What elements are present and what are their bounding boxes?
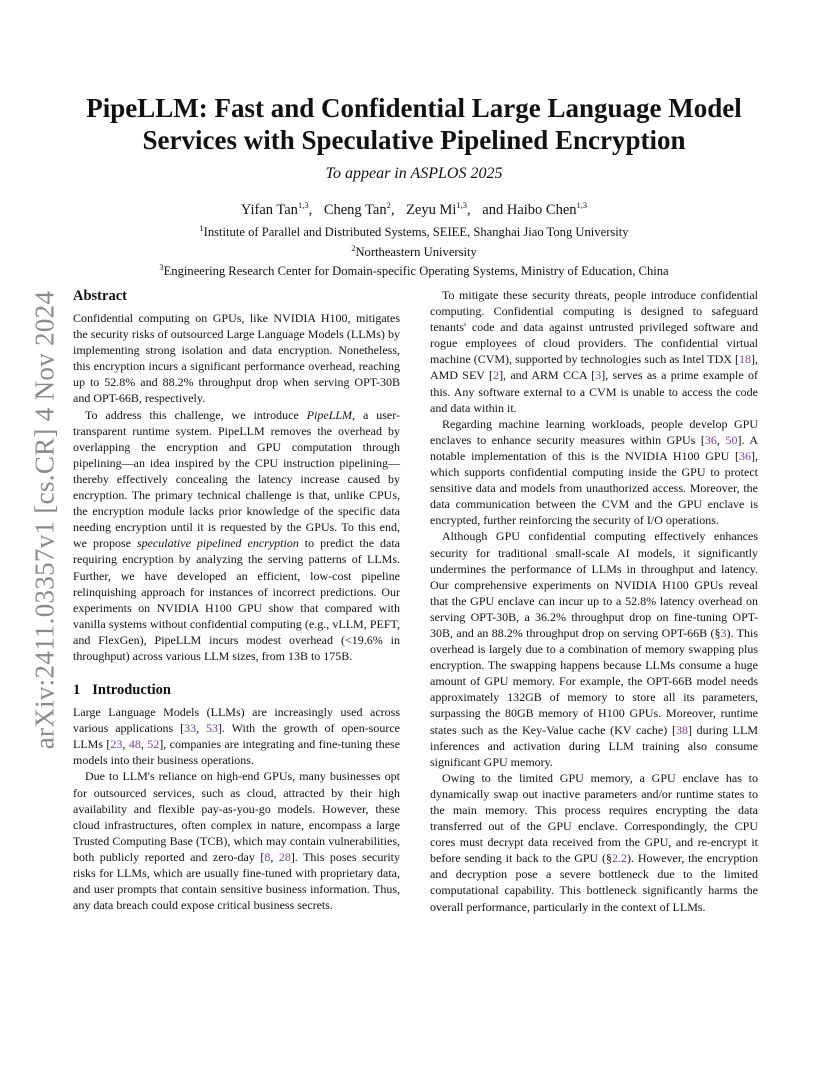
introduction-heading bbox=[73, 681, 400, 699]
body-paragraph: To mitigate these security threats, people introduce confidential computing. Confidential computing is designed to safeguard tenants' code and data against untrusted privileged software and rogue employees of cloud providers. The confidential virtual machine (CVM), supported by technologies such as Intel TDX [18], AMD SEV [2], and ARM CCA [3], serves as a prime example of this. Any software external to a CVM is unable to access the code and data within it. bbox=[430, 288, 758, 415]
citation-link[interactable]: 50 bbox=[725, 432, 738, 447]
citation-link[interactable]: 53 bbox=[205, 721, 218, 736]
right-column bbox=[430, 287, 758, 915]
citation-link[interactable]: 23 bbox=[110, 737, 123, 752]
citation-link[interactable]: 36 bbox=[739, 448, 751, 463]
citation-link[interactable]: 33 bbox=[184, 721, 197, 736]
venue-note: To appear in ASPLOS 2025 bbox=[325, 165, 503, 182]
author: Zeyu Mi$^{1,3}$, bbox=[406, 200, 471, 218]
section-ref-link[interactable]: 2.2 bbox=[612, 851, 628, 866]
author-list bbox=[40, 202, 788, 219]
body-paragraph: Although GPU confidential computing effectively enhances security for traditional small-scale AI models, it significantly undermines the performance of LLMs in throughput and latency. Our comprehensive experiments on NVIDIA H100 GPUs reveal that the GPU enclave can incur up to a 52.8% latency overhead on serving OPT-30B, a 36.2% throughput drop on fine-tuning OPT-30B, and an 88.2% throughput drop on serving OPT-66B (§3). This overhead is largely due to a combination of memory swapping plus encryption. The swapping happens because LLMs consume a huge amount of GPU memory. For example, the OPT-66B model needs approximately 132GB of memory to store all its parameters, surpassing the 80GB memory of H100 GPUs. Moreover, runtime states such as the Key-Value cache (KV cache) [38] during LLM inferences and activation during LLM training also consume significant GPU memory. bbox=[430, 529, 758, 769]
citation-link[interactable]: 2 bbox=[493, 368, 500, 383]
body-paragraph: Large Language Models (LLMs) are increasingly used across various applications [33, 53]. With the growth of open-source LLMs [23, 48, 52], companies are integrating and fine-tuning these models into their business operations. bbox=[73, 705, 401, 768]
section-number: 1 bbox=[73, 682, 81, 699]
citation-link[interactable]: 3 bbox=[595, 368, 602, 383]
title-line-1: PipeLLM: Fast and Confidential Large Language Model bbox=[86, 93, 742, 123]
citation-link[interactable]: 8 bbox=[264, 849, 271, 864]
affiliation: $^3$Engineering Research Center for Domain-specific Operating Systems, Ministry of Education, China bbox=[159, 261, 669, 278]
left-column bbox=[73, 287, 400, 913]
citation-link[interactable]: 28 bbox=[278, 849, 291, 864]
abstract-heading: Abstract bbox=[73, 288, 127, 304]
arxiv-identifier: arXiv:2411.03357v1 [cs.CR] 4 Nov 2024 bbox=[29, 290, 60, 750]
body-paragraph: Due to LLM's reliance on high-end GPUs, many businesses opt for outsourced services, such as cloud, attracted by their high availability and flexible pay-as-you-go models. However, these cloud infrastructures, often complex in nature, encompass a large Trusted Computing Base (TCB), which may contain vulnerabilities, both publicly reported and zero-day [8, 28]. This poses security risks for LLMs, which are usually fine-tuned with proprietary data, and user prompts that contain sensitive business information. Thus, any data breach could expose critical business secrets. bbox=[73, 769, 401, 913]
citation-link[interactable]: 36 bbox=[704, 432, 717, 447]
abstract-paragraph: To address this challenge, we introduce PipeLLM, a user-transparent runtime system. PipeLLM removes the overhead by overlapping the encryption and GPU computation through pipelining—an idea inspired by the CPU instruction pipelining—thereby effectively concealing the latency increase caused by encryption. The primary technical challenge is that, unlike CPUs, the encryption module lacks prior knowledge of the specific data needing encryption until it is requested by the GPUs. To this end, we propose speculative pipelined encryption to predict the data requiring encryption by analyzing the serving patterns of LLMs. Further, we have developed an efficient, low-cost pipeline relinquishing approach for instances of incorrect predictions. Our experiments on NVIDIA H100 GPU show that compared with vanilla systems without confidential computing (e.g., vLLM, PEFT, and FlexGen), PipeLLM incurs modest overhead (<19.6% in throughput) across various LLM sizes, from 13B to 175B. bbox=[73, 407, 401, 663]
body-paragraph: Regarding machine learning workloads, people develop GPU enclaves to enhance security measures within GPUs [36, 50]. A notable implementation of this is the NVIDIA H100 GPU [36], which supports confidential computing inside the GPU to protect sensitive data and models from unauthorized access. Moreover, the data communication between the CVM and the GPU enclave is encrypted, further reinforcing the security of I/O operations. bbox=[430, 416, 759, 528]
affiliation-list bbox=[40, 223, 788, 282]
section-ref-link[interactable]: 3 bbox=[720, 625, 727, 640]
citation-link[interactable]: 48 bbox=[128, 737, 141, 752]
paper-title bbox=[40, 92, 788, 156]
affiliation: $^2$Northeastern University bbox=[351, 242, 477, 259]
author: and Haibo Chen$^{1,3}$ bbox=[482, 200, 588, 218]
section-title: Introduction bbox=[92, 682, 171, 699]
author: Yifan Tan$^{1,3}$, bbox=[240, 200, 313, 218]
body-paragraph: Owing to the limited GPU memory, a GPU enclave has to dynamically swap out inactive parameters and/or runtime states to the main memory. This process requires encrypting the data transferred out of the GPU enclave. Correspondingly, the CPU cores must decrypt data received from the GPU, and re-encrypt it before sending it back to the GPU (§2.2). However, the encryption and decryption pose a severe bottleneck due to the limited computational capability. This bottleneck significantly harms the overall performance, particularly in the context of LLMs. bbox=[430, 770, 758, 914]
affiliation: $^1$Institute of Parallel and Distributed Systems, SEIEE, Shanghai Jiao Tong University bbox=[199, 222, 629, 239]
citation-link[interactable]: 18 bbox=[739, 352, 751, 367]
arxiv-sidebar bbox=[30, 290, 60, 750]
author: Cheng Tan$^2$, bbox=[323, 200, 395, 218]
citation-link[interactable]: 38 bbox=[675, 722, 688, 737]
abstract-paragraph: Confidential computing on GPUs, like NVIDIA H100, mitigates the security risks of outsourced Large Language Models (LLMs) by implementing strong isolation and data encryption. Nonetheless, this encryption incurs a significant performance overhead, reaching up to 52.8% and 88.2% throughput drop when serving OPT-30B and OPT-66B, respectively. bbox=[73, 311, 400, 406]
citation-link[interactable]: 52 bbox=[147, 737, 160, 752]
title-line-2: Services with Speculative Pipelined Encryption bbox=[142, 125, 686, 155]
